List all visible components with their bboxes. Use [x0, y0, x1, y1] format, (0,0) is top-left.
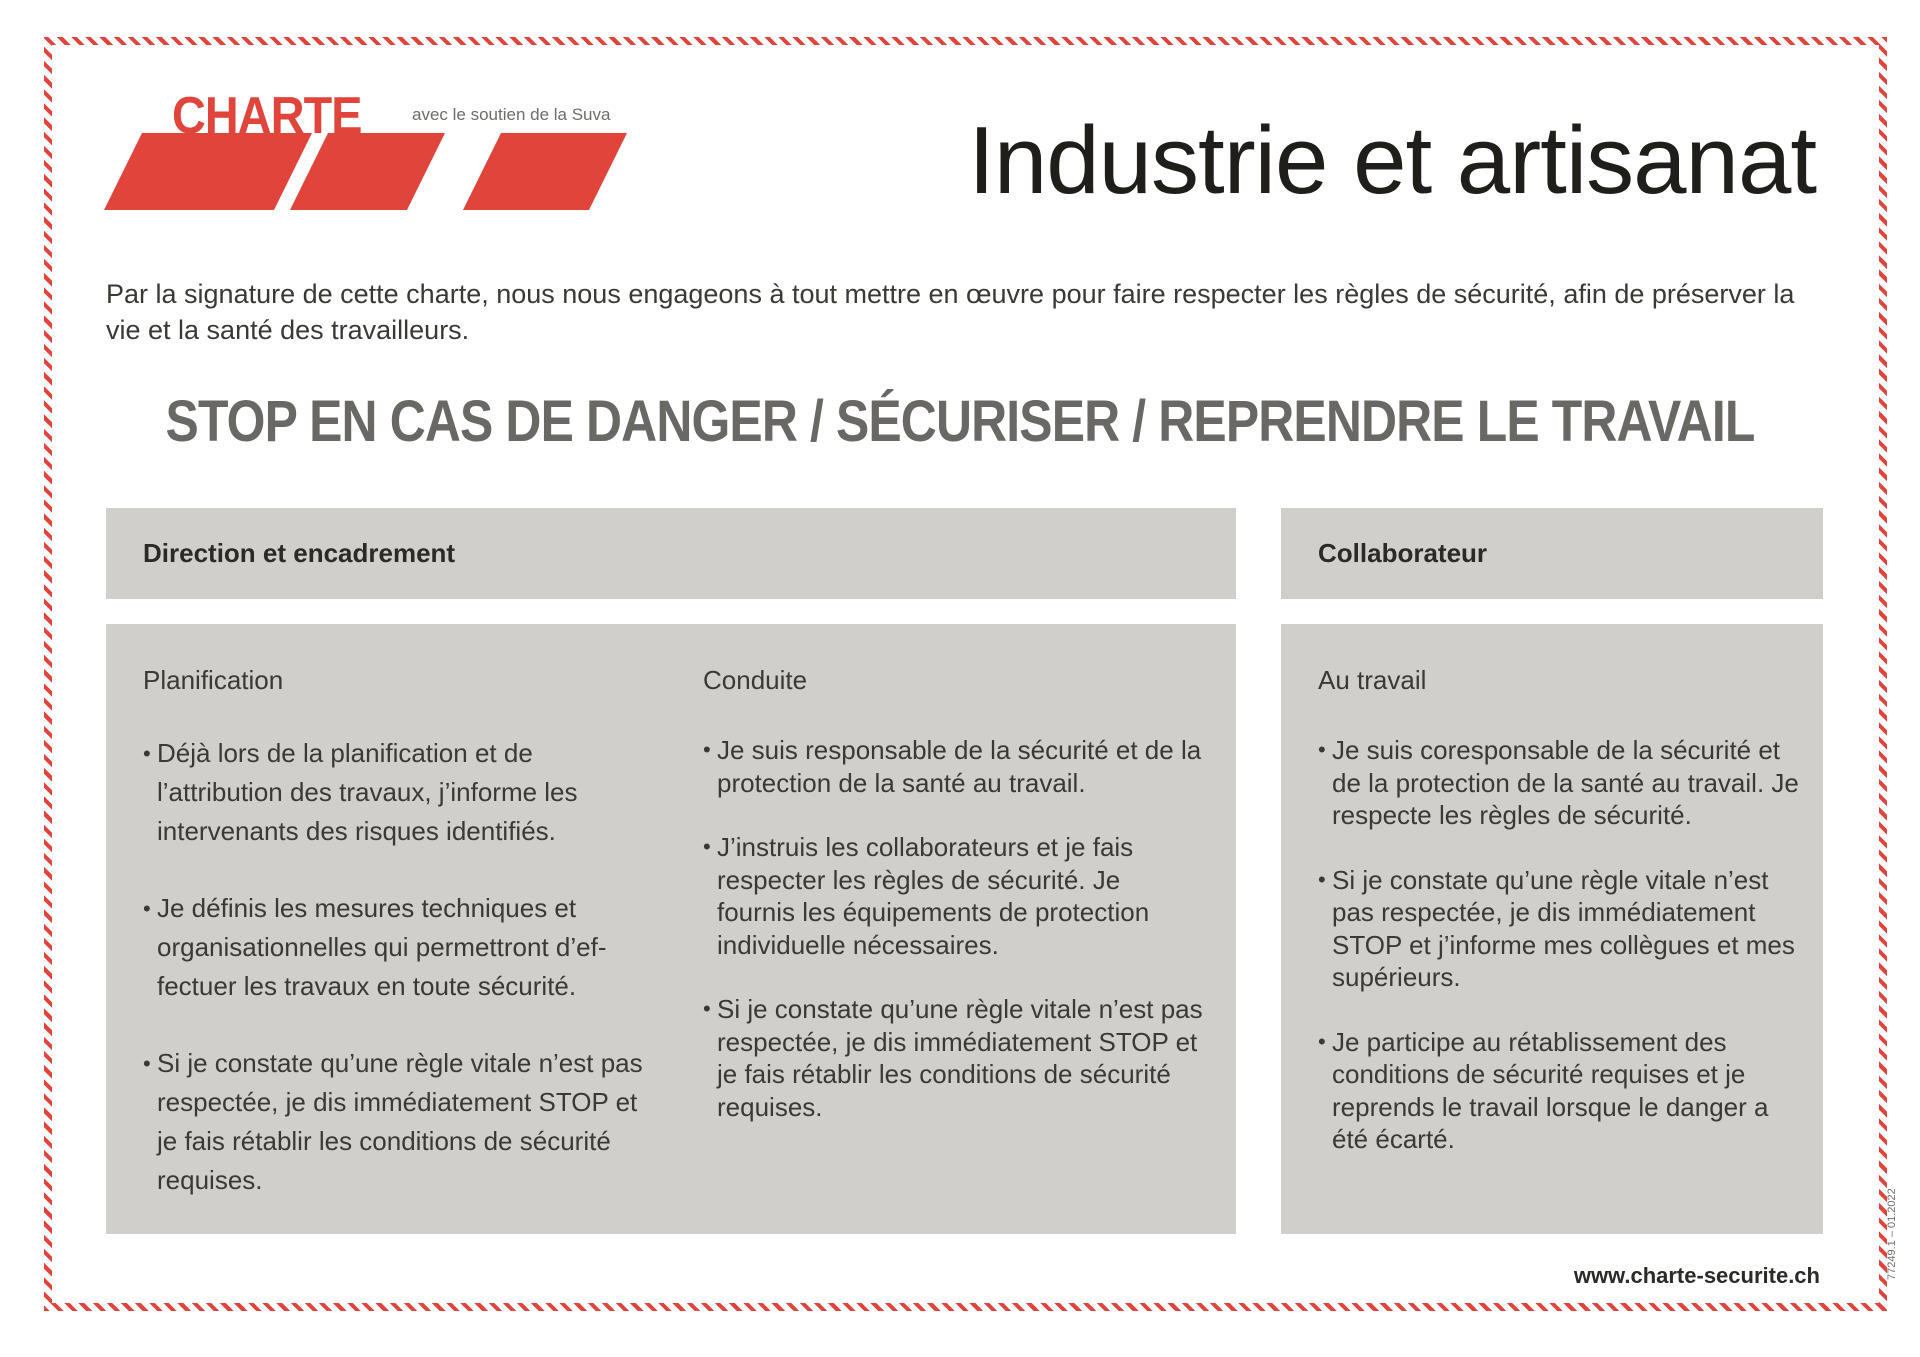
website-link[interactable]: www.charte-securite.ch: [1573, 1263, 1820, 1288]
logo-subtitle: avec le soutien de la Suva: [412, 105, 611, 124]
list-item: • Si je constate qu’une règle vitale n’est pas respectée, je dis immédiatement STOP et j’informe mes collègues et mes supérieurs.: [1318, 864, 1808, 994]
employee-heading: Collaborateur: [1318, 538, 1488, 568]
management-heading: Direction et encadrement: [143, 538, 456, 568]
intro-paragraph: Par la signature de cette charte, nous nous engageons à tout mettre en œuvre pour faire respecter les règles de sécurité, afin de préserver la vie et la santé des travailleurs.: [106, 279, 1795, 345]
management-panel: [106, 624, 1236, 1234]
planning-column: [143, 664, 643, 1238]
list-item: • Je suis coresponsable de la sécurité et de la protection de la santé au travail. Je respecte les règles de sécurité.: [1318, 734, 1808, 832]
list-item: • Je définis les mesures techniques et organisationnelles qui permettront d’effectuer les travaux en toute sécurité.: [143, 889, 643, 1006]
planning-title: Planification: [143, 665, 284, 695]
management-header: [106, 508, 1236, 599]
list-item: • J’instruis les collaborateurs et je fais respecter les règles de sécurité. Je fournis les équipements de protection individuelle nécessaires.: [703, 831, 1203, 961]
work-list: [1318, 734, 1808, 1156]
list-item: • Je participe au rétablissement des conditions de sécurité requises et je reprends le travail lorsque le danger a été écarté.: [1318, 1026, 1808, 1156]
document-reference: 77249.1 – 01.2022: [1886, 1188, 1898, 1280]
list-item: • Je suis responsable de la sécurité et de la protection de la santé au travail.: [703, 734, 1203, 799]
charte-logo: [104, 88, 634, 218]
list-item: • Si je constate qu’une règle vitale n’est pas respectée, je dis immédiatement STOP et je fais rétablir les conditions de sécurité requises.: [703, 993, 1203, 1123]
logo-wordmark: CHARTE: [172, 87, 362, 145]
conduct-column: [703, 664, 1203, 1155]
work-title: Au travail: [1318, 665, 1427, 695]
list-item: • Si je constate qu’une règle vitale n’est pas respectée, je dis immédiatement STOP et je fais rétablir les conditions de sécurité requises.: [143, 1044, 643, 1200]
list-item: • Déjà lors de la planification et de l’attribution des travaux, j’informe les intervenants des risques identifiés.: [143, 734, 643, 851]
employee-panel: [1281, 624, 1823, 1234]
planning-list: [143, 734, 643, 1200]
conduct-title: Conduite: [703, 665, 808, 695]
employee-header: [1281, 508, 1823, 599]
work-column: [1318, 664, 1808, 1188]
slogan-heading: STOP EN CAS DE DANGER / SÉCURISER / REPRENDRE LE TRAVAIL: [165, 389, 1755, 454]
page-title: Industrie et artisanat: [968, 107, 1816, 214]
conduct-list: [703, 734, 1203, 1123]
